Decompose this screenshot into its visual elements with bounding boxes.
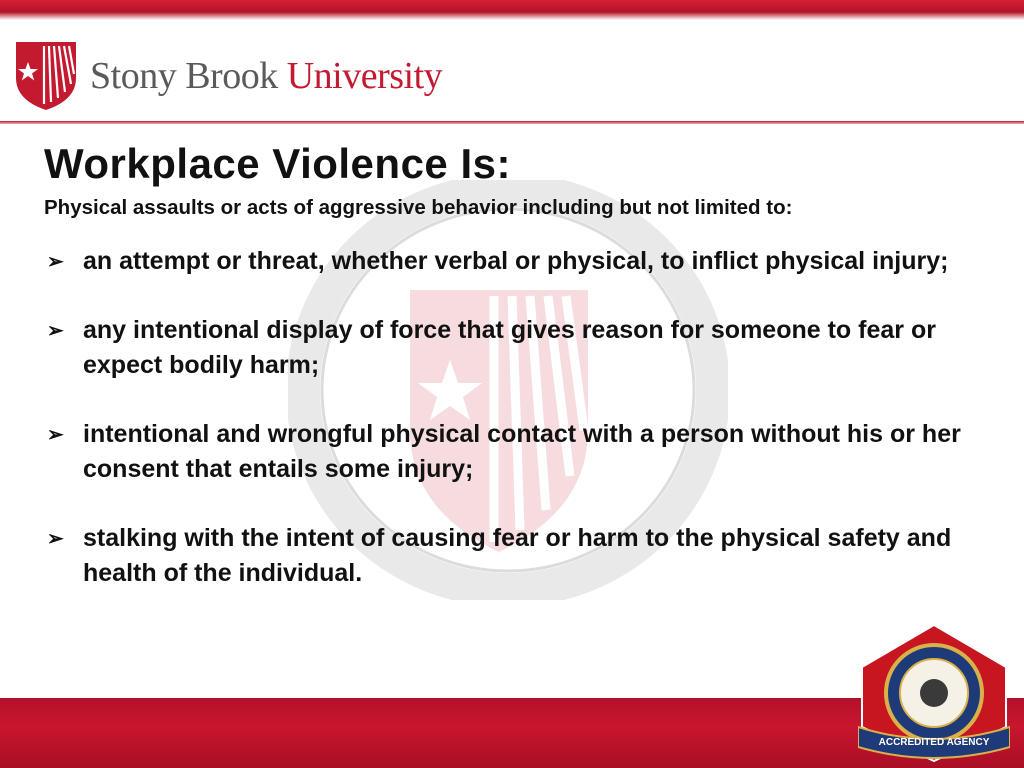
list-item: [44, 521, 984, 591]
university-logo: [14, 38, 474, 116]
header-divider: [0, 121, 1024, 124]
bullet-text: stalking with the intent of causing fear or harm to the physical safety and health of the individual.: [83, 524, 952, 587]
arrow-bullet-icon: ➢: [47, 251, 64, 273]
arrow-bullet-icon: ➢: [47, 320, 64, 342]
bullet-text: intentional and wrongful physical contact with a person without his or her consent that entails some injury;: [83, 420, 961, 483]
slide-title: Workplace Violence Is:: [44, 140, 511, 187]
arrow-bullet-icon: ➢: [47, 528, 64, 550]
list-item: [44, 417, 984, 487]
list-item: [44, 313, 984, 383]
slide-subtitle: Physical assaults or acts of aggressive behavior including but not limited to:: [44, 196, 793, 219]
bullet-list: [44, 244, 984, 591]
slide-content: [44, 140, 1004, 625]
top-color-band: [0, 0, 1024, 20]
star-shield-icon: [14, 38, 78, 112]
wordmark-part-2: University: [286, 55, 443, 97]
list-item: [44, 244, 984, 279]
bullet-text: any intentional display of force that gives reason for someone to fear or expect bodily harm;: [83, 316, 936, 379]
university-wordmark: [90, 54, 442, 98]
bullet-text: an attempt or threat, whether verbal or physical, to inflict physical injury;: [83, 247, 949, 275]
wordmark-part-1: Stony Brook: [90, 55, 278, 97]
arrow-bullet-icon: ➢: [47, 424, 64, 446]
accredited-agency-badge-icon: [858, 623, 1010, 763]
badge-ribbon-text: ACCREDITED AGENCY: [878, 737, 990, 748]
